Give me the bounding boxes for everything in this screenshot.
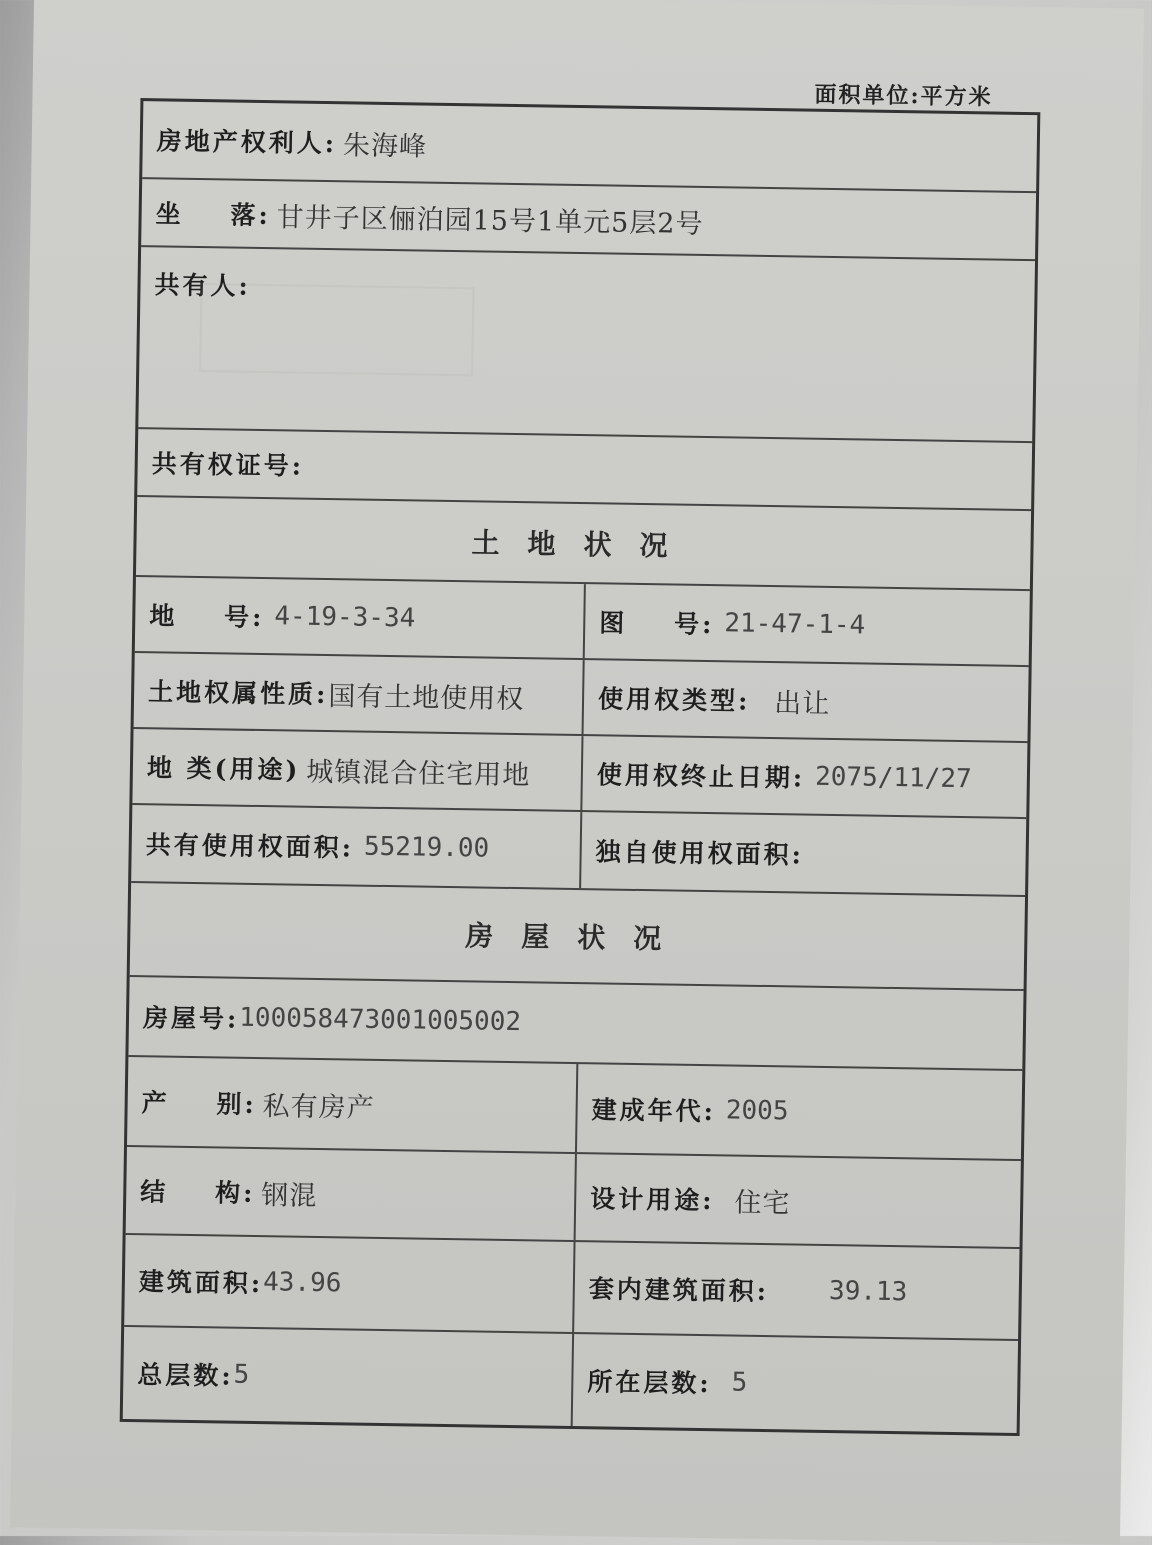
co-cert-label: 共有权证号: [151, 449, 305, 481]
use-right-type-value: 出让 [774, 687, 831, 720]
build-year-value: 2005 [725, 1095, 789, 1127]
location-label: 坐 落: [155, 199, 271, 231]
structure-label: 结 构: [140, 1177, 256, 1208]
ownership-nature-value: 国有土地使用权 [328, 680, 525, 715]
house-no-row [128, 977, 1023, 1071]
house-no-label: 房屋号: [142, 1003, 240, 1034]
faded-stamp-mark [199, 283, 474, 376]
lot-no-label: 地 号: [149, 601, 265, 633]
lot-map-row [135, 577, 1030, 667]
inner-area-value: 39.13 [828, 1276, 908, 1308]
building-area-label: 建筑面积: [138, 1267, 264, 1299]
land-use-row [132, 729, 1027, 819]
certificate-page [10, 0, 1144, 1545]
co-owner-row [138, 247, 1035, 443]
floor-value: 5 [731, 1367, 748, 1398]
inner-area-label: 套内建筑面积: [588, 1274, 770, 1307]
floor-label: 所在层数: [587, 1367, 712, 1399]
owner-value: 朱海峰 [342, 129, 428, 163]
total-floors-label: 总层数: [137, 1360, 234, 1391]
house-no-value: 100058473001005002 [239, 1002, 522, 1038]
location-value: 甘井子区俪泊园15号1单元5层2号 [276, 201, 704, 240]
property-form [120, 98, 1041, 1436]
end-date-value: 2075/11/27 [814, 761, 972, 795]
structure-row [126, 1147, 1021, 1249]
ownership-nature-label: 土地权属性质: [147, 677, 329, 710]
co-owner-label: 共有人: [154, 270, 251, 301]
ownership-row [134, 653, 1029, 743]
area-row [131, 805, 1026, 897]
design-use-label: 设计用途: [590, 1184, 715, 1216]
land-use-value: 城镇混合住宅用地 [306, 756, 531, 791]
house-section-title: 房屋状况 [465, 919, 690, 956]
build-year-label: 建成年代: [591, 1095, 717, 1127]
land-use-label: 地 类(用途) [146, 753, 301, 785]
property-type-value: 私有房产 [262, 1090, 375, 1124]
owner-label: 房地产权利人: [156, 126, 338, 159]
property-type-row [127, 1057, 1022, 1161]
design-use-value: 住宅 [734, 1187, 791, 1219]
land-section-row [136, 497, 1031, 591]
house-section-row [130, 883, 1025, 991]
shared-area-value: 55219.00 [363, 831, 490, 864]
structure-value: 钢混 [261, 1179, 318, 1212]
owner-row [142, 101, 1037, 193]
map-no-value: 21-47-1-4 [724, 608, 866, 641]
end-date-label: 使用权终止日期: [596, 760, 806, 793]
area-unit-note: 面积单位:平方米 [814, 81, 993, 111]
lot-no-value: 4-19-3-34 [274, 601, 416, 634]
building-area-value: 43.96 [262, 1267, 342, 1299]
use-right-type-label: 使用权类型: [597, 684, 751, 716]
map-no-label: 图 号: [599, 608, 715, 640]
shared-area-label: 共有使用权面积: [145, 830, 355, 863]
land-section-title: 土地状况 [471, 526, 696, 563]
property-type-label: 产 别: [141, 1088, 257, 1120]
total-floors-value: 5 [233, 1359, 250, 1390]
exclusive-area-label: 独自使用权面积: [595, 837, 805, 870]
floors-row [123, 1327, 1018, 1433]
building-area-row [124, 1235, 1019, 1341]
